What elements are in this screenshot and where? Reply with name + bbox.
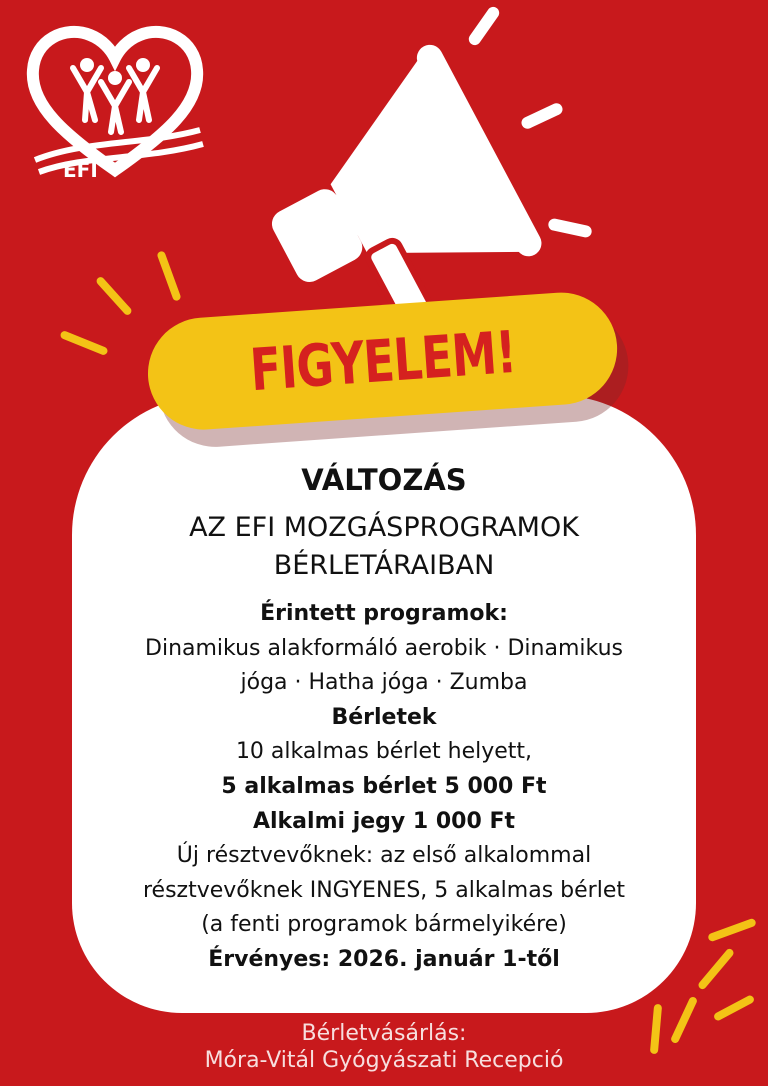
valid-from: Érvényes: 2026. január 1-től — [208, 946, 560, 972]
footer-line: Móra-Vitál Gyógyászati Recepció — [204, 1048, 564, 1073]
efi-heart-logo-icon — [25, 20, 205, 190]
new-participants: (a fenti programok bármelyikére) — [201, 912, 567, 938]
heading-subtitle: AZ EFI MOZGÁSPROGRAMOK BÉRLETÁRAIBAN — [189, 512, 579, 581]
ray — [697, 947, 735, 990]
single-ticket: Alkalmi jegy 1 000 Ft — [252, 808, 515, 834]
ray — [59, 330, 108, 356]
logo-text: EFI — [63, 158, 98, 182]
footer — [0, 1020, 768, 1074]
ray — [713, 994, 756, 1022]
megaphone — [240, 40, 570, 330]
passes-title: Bérletek — [331, 704, 437, 730]
attention-banner — [144, 289, 624, 447]
ray — [95, 275, 133, 316]
programs-line: Dinamikus alakformáló aerobik · Dinamikus — [145, 635, 623, 661]
programs-title: Érintett programok: — [260, 601, 508, 626]
footer-line: Bérletvásárlás: — [301, 1021, 467, 1046]
new-pass: 5 alkalmas bérlet 5 000 Ft — [221, 773, 547, 799]
details — [72, 597, 696, 978]
megaphone-icon — [240, 40, 570, 330]
heading-title: VÁLTOZÁS — [301, 463, 467, 497]
new-participants: Új résztvevőknek: az első alkalommal — [176, 843, 592, 869]
banner-text: FIGYELEM! — [247, 317, 518, 405]
efi-logo — [25, 20, 205, 190]
programs-line: jóga · Hatha jóga · Zumba — [240, 670, 528, 696]
new-participants: résztvevőknek INGYENES, 5 alkalmas bérlet — [143, 877, 625, 903]
ray — [707, 918, 757, 943]
old-pass: 10 alkalmas bérlet helyett, — [235, 739, 533, 765]
ray — [156, 250, 181, 302]
